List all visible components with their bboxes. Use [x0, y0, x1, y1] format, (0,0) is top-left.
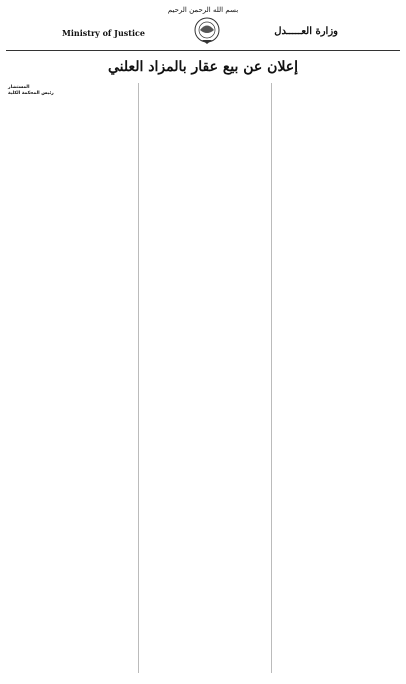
column-left	[6, 83, 134, 673]
signatory-title: المستشار	[8, 85, 30, 90]
announcement-title: إعلان عن بيع عقار بالمزاد العلني	[107, 59, 299, 75]
basmala: بسم الله الرحمن الرحيم	[167, 6, 239, 14]
signatory-role: رئيس المحكمة الكلية	[8, 91, 54, 96]
signature-block	[8, 85, 132, 97]
state-emblem-icon	[193, 16, 221, 46]
announcement-columns	[6, 83, 400, 673]
column-right	[271, 83, 400, 673]
ministry-name-arabic: وزارة العـــــدل	[274, 26, 338, 37]
column-middle	[138, 83, 267, 673]
letterhead	[6, 16, 400, 51]
ministry-name-english: Ministry of Justice	[62, 28, 145, 38]
